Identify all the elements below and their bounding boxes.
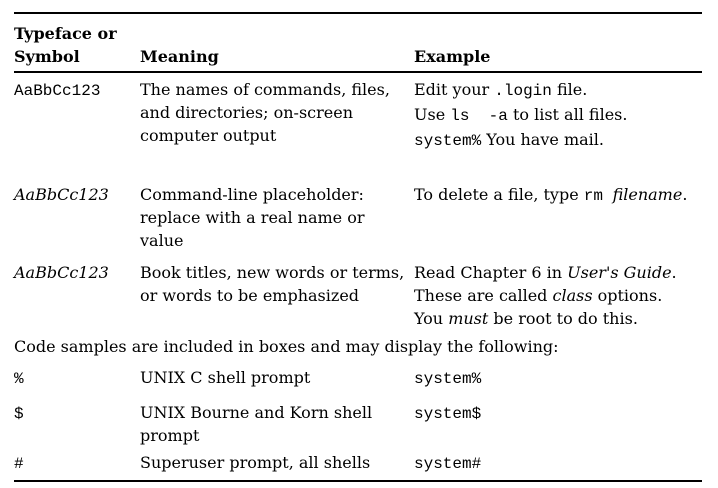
meaning-cell <box>140 451 414 476</box>
example-cell <box>414 451 702 476</box>
meaning-cell <box>140 78 414 153</box>
symbol-cell <box>14 401 140 447</box>
meaning-cell <box>140 401 414 447</box>
example-cell <box>414 78 702 153</box>
text-line: Read Chapter 6 in User's Guide. <box>414 262 677 282</box>
header-typeface-line1: Typeface or <box>14 24 117 43</box>
row-placeholder-typeface <box>14 183 702 252</box>
text-line: or words to be emphasized <box>140 285 360 305</box>
text-line: system% <box>414 369 482 388</box>
text-line: You must be root to do this. <box>414 308 638 328</box>
meaning-cell <box>140 261 414 330</box>
table-header-row <box>14 22 702 68</box>
row-literal-typeface <box>14 78 702 153</box>
header-rule <box>14 71 702 73</box>
text-line: Book titles, new words or terms, <box>140 262 405 282</box>
meaning-cell <box>140 183 414 252</box>
header-typeface-or-symbol <box>14 22 140 68</box>
text-line: The names of commands, files, <box>140 79 390 99</box>
text-line: $ <box>14 404 24 423</box>
table-body-prompts <box>14 366 702 476</box>
header-typeface-line2: Symbol <box>14 47 80 66</box>
text-line: Code samples are included in boxes and may display the following: <box>14 336 559 356</box>
symbol-cell <box>14 78 140 153</box>
row-bourne-korn-prompt <box>14 401 702 447</box>
text-line: AaBbCc123 <box>14 262 109 282</box>
text-line: Use ls -a to list all files. <box>414 104 628 125</box>
top-rule <box>14 12 702 14</box>
text-line: To delete a file, type rm filename. <box>414 184 688 205</box>
symbol-cell <box>14 451 140 476</box>
text-line: Superuser prompt, all shells <box>140 452 371 472</box>
example-cell <box>414 261 702 330</box>
row-c-shell-prompt <box>14 366 702 391</box>
text-line: Command-line placeholder: <box>140 184 364 204</box>
meaning-cell <box>140 366 414 391</box>
text-line: UNIX Bourne and Korn shell <box>140 402 373 422</box>
symbol-cell <box>14 183 140 252</box>
text-line: AaBbCc123 <box>14 184 109 204</box>
text-line: AaBbCc123 <box>14 81 101 100</box>
bottom-rule <box>14 480 702 482</box>
header-meaning: Meaning <box>140 47 219 66</box>
table-body-typefaces <box>14 78 702 330</box>
text-line: and directories; on-screen <box>140 102 353 122</box>
code-samples-note <box>14 335 702 358</box>
text-line: system$ <box>414 404 482 423</box>
text-line: computer output <box>140 125 277 145</box>
text-line: replace with a real name or <box>140 207 365 227</box>
text-line: These are called class options. <box>414 285 663 305</box>
row-emphasis-typeface <box>14 261 702 330</box>
text-line: value <box>140 230 184 250</box>
symbol-cell <box>14 261 140 330</box>
example-cell <box>414 183 702 252</box>
text-line: UNIX C shell prompt <box>140 367 311 387</box>
symbol-cell <box>14 366 140 391</box>
example-cell <box>414 401 702 447</box>
text-line: system% You have mail. <box>414 129 604 150</box>
row-superuser-prompt <box>14 451 702 476</box>
text-line: Edit your .login file. <box>414 79 588 100</box>
text-line: # <box>14 454 24 473</box>
text-line: system# <box>414 454 482 473</box>
header-example: Example <box>414 47 491 66</box>
text-line: prompt <box>140 425 200 445</box>
text-line: % <box>14 369 24 388</box>
conventions-table <box>14 12 702 482</box>
example-cell <box>414 366 702 391</box>
